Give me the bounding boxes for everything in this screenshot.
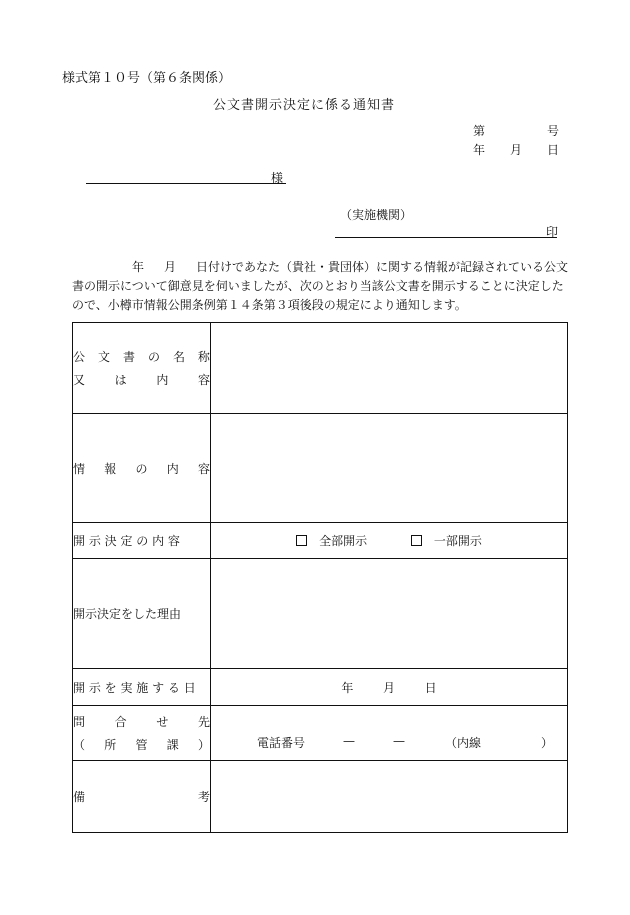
issuer-label: （実施機関）: [340, 208, 413, 222]
number-prefix: 第: [473, 124, 486, 138]
full-disclosure-checkbox[interactable]: [296, 535, 307, 546]
issue-month: 月: [509, 143, 522, 157]
row-implementation-date: [73, 669, 568, 706]
label-char: 報: [104, 461, 117, 476]
row-decision: [73, 523, 568, 559]
impl-month: 月: [382, 680, 395, 695]
label-char: 内: [156, 373, 169, 387]
issue-day: 日: [546, 143, 559, 157]
label-char: 容: [197, 373, 210, 387]
partial-disclosure-label: 一部開示: [433, 534, 482, 548]
number-suffix: 号: [546, 124, 559, 138]
row-info-content: [73, 414, 568, 523]
label-decision: 開 示 決 定 の 内 容: [73, 523, 211, 559]
issue-date-line: [473, 141, 559, 158]
full-disclosure-label: 全部開示: [319, 534, 368, 548]
label-char: 名: [172, 350, 185, 364]
label-implementation-date: 開 示 を 実 施 す る 日: [73, 669, 211, 706]
label-char: の: [135, 461, 148, 476]
phone-label: 電話番号: [257, 735, 306, 750]
label-char: せ: [156, 715, 169, 729]
partial-disclosure-option[interactable]: [411, 532, 482, 549]
value-reason[interactable]: [211, 559, 568, 669]
label-char: 管: [135, 738, 148, 752]
notice-table: [72, 322, 568, 833]
label-char: 文: [97, 350, 110, 364]
label-char: 備: [73, 790, 86, 804]
label-char: ）: [197, 738, 210, 752]
extension-label: （内線: [445, 735, 482, 750]
label-char: 称: [197, 350, 210, 364]
label-reason: 開示決定をした理由: [73, 559, 211, 669]
label-char: は: [114, 373, 127, 387]
phone-dash-1: —: [343, 733, 356, 748]
row-contact: [73, 706, 568, 761]
label-document-name: [73, 323, 211, 414]
label-char: 書: [122, 350, 135, 364]
label-char: 問: [73, 715, 86, 729]
phone-dash-2: —: [393, 733, 406, 748]
seal-mark: 印: [546, 225, 559, 239]
issue-year: 年: [473, 143, 486, 157]
row-remarks: [73, 761, 568, 833]
row-reason: [73, 559, 568, 669]
label-char: 公: [73, 350, 86, 364]
label-char: 容: [197, 461, 210, 476]
full-disclosure-option[interactable]: [296, 532, 367, 549]
value-remarks[interactable]: [211, 761, 568, 833]
label-char: 内: [166, 461, 179, 476]
body-text: 日付けであなた（貴社・貴団体）に関する情報が記録されている公文書の開示について御意見を伺いましたが、次のとおり当該公文書を開示することに決定したので、小樽市情報公開条例第１４条第３項後段の規定により通知します。: [72, 260, 569, 312]
document-title: 公文書開示決定に係る通知書: [213, 98, 396, 113]
issuer-line: [335, 237, 557, 238]
impl-day: 日: [424, 680, 437, 695]
label-char: 又: [73, 373, 86, 387]
value-contact[interactable]: [211, 706, 568, 761]
value-document-name[interactable]: [211, 323, 568, 414]
label-char: の: [147, 350, 160, 364]
label-char: 考: [197, 790, 210, 804]
row-document-name: [73, 323, 568, 414]
form-number: 様式第１０号（第６条関係）: [62, 71, 232, 86]
label-char: 先: [197, 715, 210, 729]
label-contact: [73, 706, 211, 761]
body-month: 月: [164, 260, 177, 274]
label-info-content: [73, 414, 211, 523]
label-char: 課: [166, 738, 179, 752]
body-year: 年: [132, 260, 145, 274]
label-char: 合: [114, 715, 127, 729]
label-char: 所: [104, 738, 117, 752]
label-remarks: [73, 761, 211, 833]
extension-close: ）: [541, 735, 554, 750]
impl-year: 年: [341, 680, 354, 695]
value-info-content[interactable]: [211, 414, 568, 523]
value-decision: [211, 523, 568, 559]
label-char: 情: [73, 461, 86, 476]
partial-disclosure-checkbox[interactable]: [411, 535, 422, 546]
value-implementation-date[interactable]: [211, 669, 568, 706]
addressee-line: [86, 183, 286, 184]
document-number-line: [473, 122, 559, 139]
label-char: （: [73, 738, 86, 752]
notice-body: [72, 258, 569, 315]
addressee-honorific: 様: [271, 171, 284, 185]
